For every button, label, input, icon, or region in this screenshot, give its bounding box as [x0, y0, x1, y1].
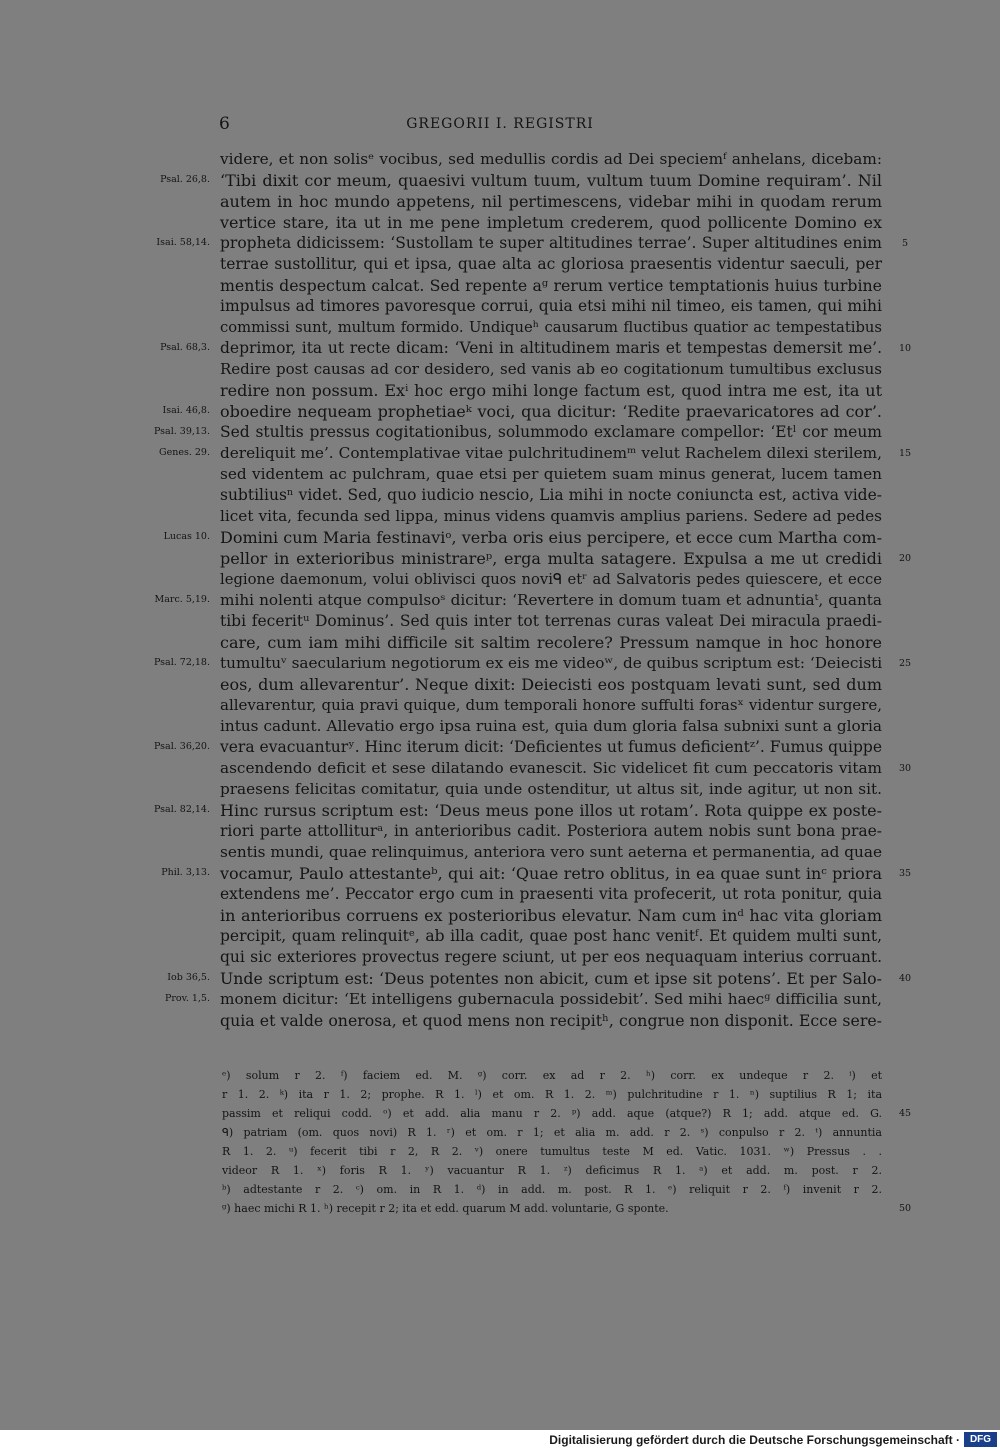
- line-text: subtiliusⁿ videt. Sed, quo iudicio nescio, Lia mihi in nocte coniuncta est, activa vide-: [220, 486, 882, 504]
- line-text: intus cadunt. Allevatio ergo ipsa ruina est, quia dum gloria falsa subnixi sunt a gloria: [220, 717, 882, 735]
- text-line: [0, 1010, 1000, 1031]
- footnote-text: passim et reliqui codd. ᵒ) et add. alia manu r 2. ᵖ) add. aque (atque?) R 1; add. atque ed. G.: [222, 1107, 882, 1120]
- marginal-reference: Genes. 29.: [159, 447, 210, 458]
- footnote-line: [0, 1104, 1000, 1123]
- text-line: [0, 548, 1000, 569]
- line-number: 40: [898, 973, 912, 984]
- footnote-line: [0, 1142, 1000, 1161]
- line-text: commissi sunt, multum formido. Undiqueʰ causarum fluctibus quatior ac tempestatibus: [220, 319, 882, 336]
- line-text: Hinc rursus scriptum est: ‘Deus meus pone illos ut rotam’. Rota quippe ex poste-: [220, 801, 882, 820]
- text-line: [0, 506, 1000, 527]
- text-line: [0, 842, 1000, 863]
- marginal-reference: Isai. 46,8.: [162, 405, 210, 416]
- line-text: vertice stare, ita ut in me pene impletum crederem, quod pollicente Domino ex: [220, 213, 882, 232]
- text-line: [0, 905, 1000, 926]
- line-text: eos, dum allevarentur’. Neque dixit: Deiecisti eos postquam levati sunt, sed dum: [220, 675, 882, 694]
- line-text: licet vita, fecunda sed lippa, minus videns quamvis amplius pariens. Sedere ad pedes: [220, 507, 882, 525]
- text-line: [0, 527, 1000, 548]
- text-line: [0, 758, 1000, 779]
- line-text: propheta didicissem: ‘Sustollam te super altitudines terrae’. Super altitudines enim: [220, 234, 882, 252]
- line-text: autem in hoc mundo appetens, nil pertimescens, videbar mihi in quodam rerum: [220, 192, 882, 211]
- dfg-logo: DFG: [964, 1432, 997, 1447]
- line-text: deprimor, ita ut recte dicam: ‘Veni in altitudinem maris et tempestas demersit me’.: [220, 339, 882, 357]
- line-text: terrae sustollitur, qui et ipsa, quae alta ac gloriosa praesentis videntur saeculi, per: [220, 255, 882, 273]
- text-line: [0, 464, 1000, 485]
- footer-credit: Digitalisierung gefördert durch die Deutsche Forschungsgemeinschaft ·: [549, 1433, 960, 1447]
- line-text: monem dicitur: ‘Et intelligens gubernacula possidebit’. Sed mihi haecᵍ difficilia sunt,: [220, 990, 882, 1008]
- text-line: [0, 632, 1000, 653]
- text-line: [0, 926, 1000, 947]
- footnote-text: ᵇ) adtestante r 2. ᶜ) om. in R 1. ᵈ) in add. m. post. R 1. ᵉ) reliquit r 2. ᶠ) invenit r 2.: [222, 1183, 882, 1196]
- text-line: [0, 485, 1000, 506]
- line-text: Redire post causas ad cor desidero, sed vanis ab eo cogitationum tumultibus exclusus: [220, 360, 882, 378]
- marginal-reference: Psal. 72,18.: [154, 657, 210, 668]
- line-text: Sed stultis pressus cogitationibus, solummodo exclamare compellor: ‘Etˡ cor meum: [220, 423, 882, 441]
- text-line: [0, 884, 1000, 905]
- line-text: Domini cum Maria festinaviᵒ, verba oris eius percipere, et ecce cum Martha com-: [220, 528, 882, 547]
- text-line: [0, 947, 1000, 968]
- marginal-reference: Lucas 10.: [163, 531, 210, 542]
- line-text: tumultuᵛ saecularium negotiorum ex eis me videoʷ, de quibus scriptum est: ‘Deiecisti: [220, 654, 883, 672]
- marginal-reference: Psal. 68,3.: [160, 342, 210, 353]
- line-text: percipit, quam relinquitᵉ, ab illa cadit, quae post hanc venitᶠ. Et quidem multi sunt,: [220, 927, 882, 945]
- text-line: [0, 338, 1000, 359]
- line-text: ascendendo deficit et sese dilatando evanescit. Sic videlicet fit cum peccatoris vitam: [220, 759, 882, 777]
- line-number: 10: [898, 343, 912, 354]
- line-text: in anterioribus corruens ex posterioribus elevatur. Nam cum inᵈ hac vita gloriam: [220, 906, 882, 925]
- text-line: [0, 737, 1000, 758]
- line-number: 50: [898, 1203, 912, 1214]
- line-text: vera evacuanturʸ. Hinc iterum dicit: ‘Deficientes ut fumus deficientᶻ’. Fumus quippe: [220, 738, 882, 756]
- line-text: ‘Tibi dixit cor meum, quaesivi vultum tuum, vultum tuum Domine requiram’. Nil: [220, 171, 882, 190]
- text-line: [0, 170, 1000, 191]
- line-number: 30: [898, 763, 912, 774]
- text-line: [0, 611, 1000, 632]
- footnote-text: R 1. 2. ᵘ) fecerit tibi r 2, R 2. ᵛ) onere tumultus teste M ed. Vatic. 1031. ʷ) Pressus . .: [222, 1145, 882, 1158]
- marginal-reference: Isai. 58,14.: [156, 237, 210, 248]
- footnote-line: [0, 1066, 1000, 1085]
- line-number: 20: [898, 553, 912, 564]
- line-number: 35: [898, 868, 912, 879]
- line-text: videre, et non solisᵉ vocibus, sed medullis cordis ad Dei speciemᶠ anhelans, dicebam:: [220, 150, 882, 168]
- text-line: [0, 989, 1000, 1010]
- line-number: 25: [898, 658, 912, 669]
- marginal-reference: Psal. 39,13.: [154, 426, 210, 437]
- text-line: [0, 590, 1000, 611]
- footnote-line: [0, 1085, 1000, 1104]
- line-text: impulsus ad timores pavoresque corrui, quia etsi mihi nil timeo, eis tamen, qui mihi: [220, 297, 882, 315]
- text-line: [0, 674, 1000, 695]
- line-text: legione daemonum, volui oblivisci quos noviᑫ etʳ ad Salvatoris pedes quiescere, et ecce: [220, 571, 882, 588]
- marginal-reference: Psal. 26,8.: [160, 174, 210, 185]
- footnote-line: [0, 1180, 1000, 1199]
- text-line: [0, 968, 1000, 989]
- text-line: [0, 569, 1000, 590]
- footnote-text: videor R 1. ˣ) foris R 1. ʸ) vacuantur R 1. ᶻ) deficimus R 1. ᵃ) et add. m. post. r 2.: [222, 1164, 882, 1177]
- text-line: [0, 275, 1000, 296]
- text-line: [0, 191, 1000, 212]
- marginal-reference: Psal. 36,20.: [154, 741, 210, 752]
- text-line: [0, 359, 1000, 380]
- main-text: [0, 149, 1000, 1031]
- line-text: oboedire nequeam prophetiaeᵏ voci, qua dicitur: ‘Redite praevaricatores ad cor’.: [220, 402, 882, 421]
- marginal-reference: Marc. 5,19.: [154, 594, 210, 605]
- text-line: [0, 233, 1000, 254]
- text-line: [0, 653, 1000, 674]
- line-text: riori parte attolliturᵃ, in anterioribus cadit. Posteriora autem nobis sunt bona prae-: [220, 822, 882, 840]
- text-line: [0, 800, 1000, 821]
- footnote-line: [0, 1199, 1000, 1218]
- text-line: [0, 317, 1000, 338]
- footnotes: [0, 1066, 1000, 1218]
- line-text: qui sic exteriores provectus regere sciunt, ut per eos nequaquam interius corruant.: [220, 948, 882, 966]
- line-number: 15: [898, 448, 912, 459]
- line-number: 45: [898, 1108, 912, 1119]
- marginal-reference: Phil. 3,13.: [161, 867, 210, 878]
- text-line: [0, 254, 1000, 275]
- text-line: [0, 380, 1000, 401]
- text-line: [0, 716, 1000, 737]
- page-header: [0, 114, 1000, 138]
- marginal-reference: Iob 36,5.: [167, 972, 210, 983]
- footnote-text: r 1. 2. ᵏ) ita r 1. 2; prophe. R 1. ˡ) et om. R 1. 2. ᵐ) pulchritudine r 1. ⁿ) suptilius R 1; ita: [222, 1088, 882, 1101]
- footnote-text: ᵍ) haec michi R 1. ʰ) recepit r 2; ita et edd. quarum M add. voluntarie, G sponte.: [222, 1202, 669, 1215]
- line-text: pellor in exterioribus ministrareᵖ, erga multa satagere. Expulsa a me ut credidi: [220, 549, 882, 568]
- line-text: allevarentur, quia pravi quique, dum temporali honore suffulti forasˣ videntur surgere,: [220, 696, 882, 714]
- line-text: vocamur, Paulo attestanteᵇ, qui ait: ‘Quae retro oblitus, in ea quae sunt inᶜ priora: [220, 864, 882, 883]
- line-text: care, cum iam mihi difficile sit saltim recolere? Pressum namque in hoc honore: [220, 633, 882, 652]
- text-line: [0, 695, 1000, 716]
- line-text: mentis despectum calcat. Sed repente aᵍ rerum vertice temptationis huius turbine: [220, 276, 882, 295]
- line-text: dereliquit me’. Contemplativae vitae pulchritudinemᵐ velut Rachelem dilexi sterilem,: [220, 444, 882, 462]
- footnote-line: [0, 1161, 1000, 1180]
- line-text: tibi feceritᵘ Dominus’. Sed quis inter tot terrenas curas valeat Dei miracula praedi-: [220, 612, 882, 630]
- line-text: redire non possum. Exⁱ hoc ergo mihi longe factum est, quod intra me est, ita ut: [220, 381, 882, 400]
- footnote-text: ᑫ) patriam (om. quos novi) R 1. ʳ) et om. r 1; et alia m. add. r 2. ˢ) conpulso r 2. ᵗ) annuntia: [222, 1126, 882, 1139]
- footnote-text: ᵉ) solum r 2. ᶠ) faciem ed. M. ᵍ) corr. ex ad r 2. ʰ) corr. ex undeque r 2. ⁱ) et: [222, 1069, 882, 1082]
- text-line: [0, 296, 1000, 317]
- line-text: Unde scriptum est: ‘Deus potentes non abicit, cum et ipse sit potens’. Et per Salo-: [220, 969, 882, 988]
- text-line: [0, 149, 1000, 170]
- text-line: [0, 821, 1000, 842]
- footnote-line: [0, 1123, 1000, 1142]
- text-line: [0, 863, 1000, 884]
- line-text: praesens felicitas comitatur, quia unde ostenditur, ut altus sit, inde agitur, ut non sit.: [220, 780, 882, 798]
- line-text: extendens me’. Peccator ergo cum in praesenti vita profecerit, ut rota ponitur, quia: [220, 885, 882, 903]
- line-text: sed videntem ac pulchram, quae etsi per quietem suam minus generat, lucem tamen: [220, 465, 882, 483]
- line-number: 5: [901, 238, 909, 249]
- line-text: sentis mundi, quae relinquimus, anteriora vero sunt aeterna et permanentia, ad quae: [220, 843, 882, 861]
- page-number: 6: [219, 114, 230, 134]
- text-line: [0, 422, 1000, 443]
- text-line: [0, 212, 1000, 233]
- marginal-reference: Psal. 82,14.: [154, 804, 210, 815]
- line-text: mihi nolenti atque compulsoˢ dicitur: ‘Revertere in domum tuam et adnuntiaᵗ, quanta: [220, 591, 882, 609]
- text-line: [0, 779, 1000, 800]
- text-line: [0, 443, 1000, 464]
- text-line: [0, 401, 1000, 422]
- marginal-reference: Prov. 1,5.: [164, 993, 210, 1004]
- running-head: GREGORII I. REGISTRI: [406, 116, 594, 132]
- footer-bar: [0, 1430, 1000, 1450]
- line-text: quia et valde onerosa, et quod mens non recipitʰ, congrue non disponit. Ecce sere-: [220, 1011, 882, 1030]
